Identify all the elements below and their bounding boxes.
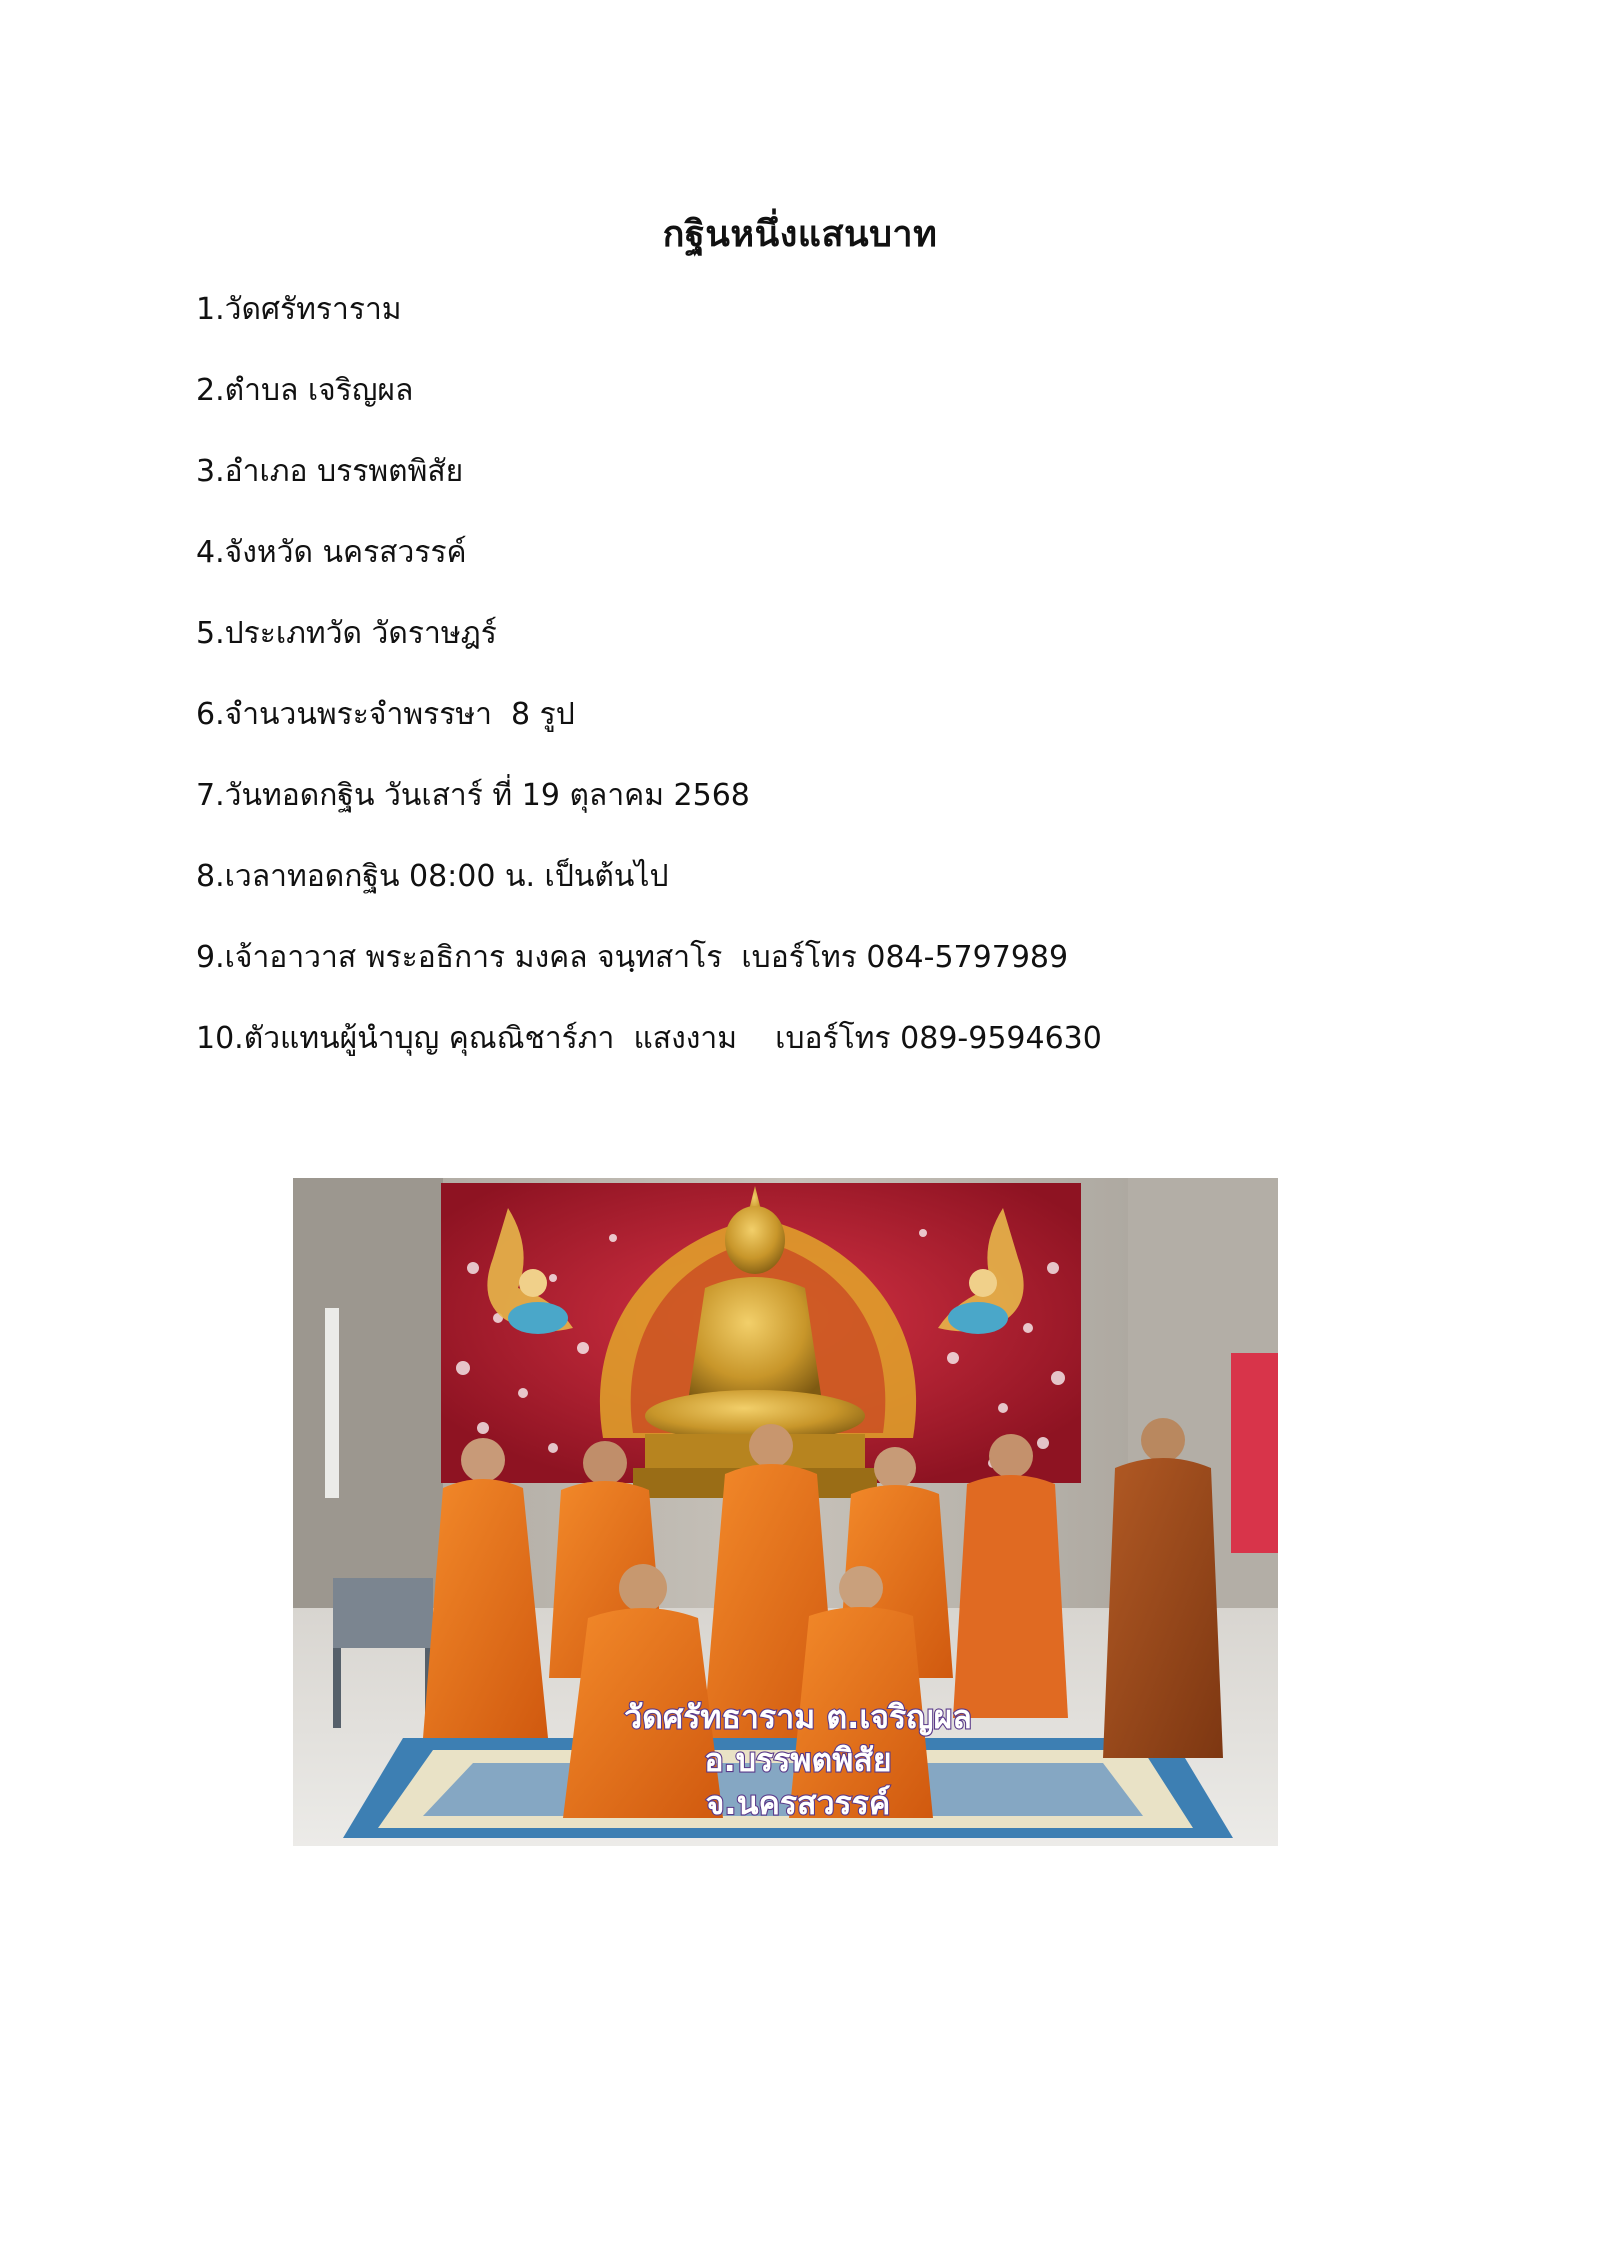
info-item-monk-count: 6.จำนวนพระจำพรรษา 8 รูป [196,697,575,732]
info-item-time: 8.เวลาทอดกฐิน 08:00 น. เป็นต้นไป [196,859,669,894]
info-item-temple-type: 5.ประเภทวัด วัดราษฎร์ [196,616,497,651]
photo-caption-line-3: จ.นครสวรรค์ [705,1784,891,1822]
info-item-date: 7.วันทอดกฐิน วันเสาร์ ที่ 19 ตุลาคม 2568 [196,778,750,813]
info-item-district: 3.อำเภอ บรรพตพิสัย [196,454,464,489]
monk-6 [1103,1418,1223,1758]
info-item-subdistrict: 2.ตำบล เจริญผล [196,373,414,408]
info-item-temple: 1.วัดศรัทราราม [196,292,402,327]
info-item-province: 4.จังหวัด นครสวรรค์ [196,535,467,570]
side-table [333,1578,433,1648]
info-list [196,290,1396,1100]
info-item-representative: 10.ตัวแทนผู้นำบุญ คุณณิชาร์ภา แสงงาม เบอร์โทร 089-9594630 [196,1021,1102,1056]
info-item-abbot: 9.เจ้าอาวาส พระอธิการ มงคล จนฺทสาโร เบอร์โทร 084-5797989 [196,940,1069,975]
photo-caption-line-1: วัดศรัทธาราม ต.เจริญผล [624,1698,972,1736]
document-title: กฐินหนึ่งแสนบาท [662,214,938,255]
photo-caption-line-2: อ.บรรพตพิสัย [704,1741,892,1779]
temple-group-photo [293,1178,1278,1846]
